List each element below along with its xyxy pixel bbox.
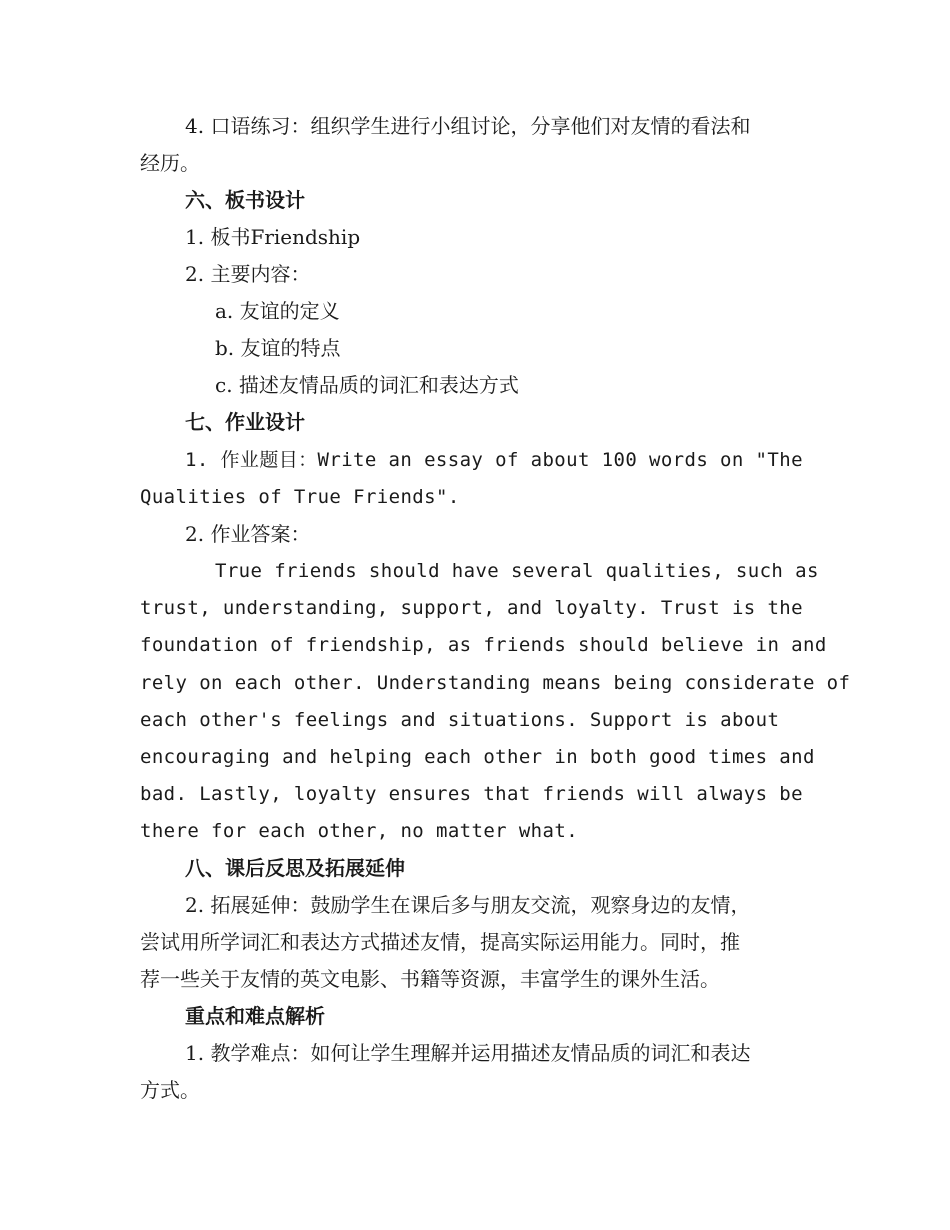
answer-paragraph-line: trust, understanding, support, and loyalty. Trust is the [140, 597, 803, 619]
blackboard-subitem-c: c. 描述友情品质的词汇和表达方式 [215, 373, 519, 397]
extension-item-2-cont: 荐一些关于友情的英文电影、书籍等资源，丰富学生的课外生活。 [140, 967, 720, 991]
answer-paragraph-line: bad. Lastly, loyalty ensures that friends will always be [140, 783, 803, 805]
oral-practice-item: 4. 口语练习：组织学生进行小组讨论，分享他们对友情的看法和 [185, 114, 751, 138]
answer-paragraph-line: each other's feelings and situations. Support is about [140, 709, 780, 731]
extension-item-2: 2. 拓展延伸：鼓励学生在课后多与朋友交流，观察身边的友情， [185, 893, 751, 917]
difficulty-item-1-cont: 方式。 [140, 1078, 200, 1102]
blackboard-subitem-b: b. 友谊的特点 [215, 336, 341, 360]
section-heading-blackboard: 六、板书设计 [185, 188, 305, 212]
answer-paragraph-line: rely on each other. Understanding means being considerate of [140, 672, 851, 694]
section-heading-reflection: 八、课后反思及拓展延伸 [185, 856, 405, 880]
oral-practice-item-cont: 经历。 [140, 151, 200, 175]
difficulty-item-1: 1. 教学难点：如何让学生理解并运用描述友情品质的词汇和表达 [185, 1041, 751, 1065]
answer-paragraph-line: encouraging and helping each other in both good times and [140, 746, 815, 768]
blackboard-subitem-a: a. 友谊的定义 [215, 299, 340, 323]
homework-item-1-cont: Qualities of True Friends". [140, 486, 460, 508]
answer-paragraph-line: True friends should have several qualities, such as [215, 560, 819, 582]
extension-item-2-cont: 尝试用所学词汇和表达方式描述友情，提高实际运用能力。同时，推 [140, 930, 740, 954]
blackboard-item-2: 2. 主要内容： [185, 262, 311, 286]
blackboard-item-1: 1. 板书Friendship [185, 225, 361, 249]
answer-paragraph-line: there for each other, no matter what. [140, 820, 579, 842]
answer-paragraph-line: foundation of friendship, as friends should believe in and [140, 634, 827, 656]
section-heading-homework: 七、作业设计 [185, 410, 305, 434]
homework-item-2: 2. 作业答案： [185, 522, 311, 546]
section-heading-key-points: 重点和难点解析 [185, 1004, 325, 1028]
homework-item-1: 1. 作业题目：Write an essay of about 100 words on "The [185, 449, 803, 471]
